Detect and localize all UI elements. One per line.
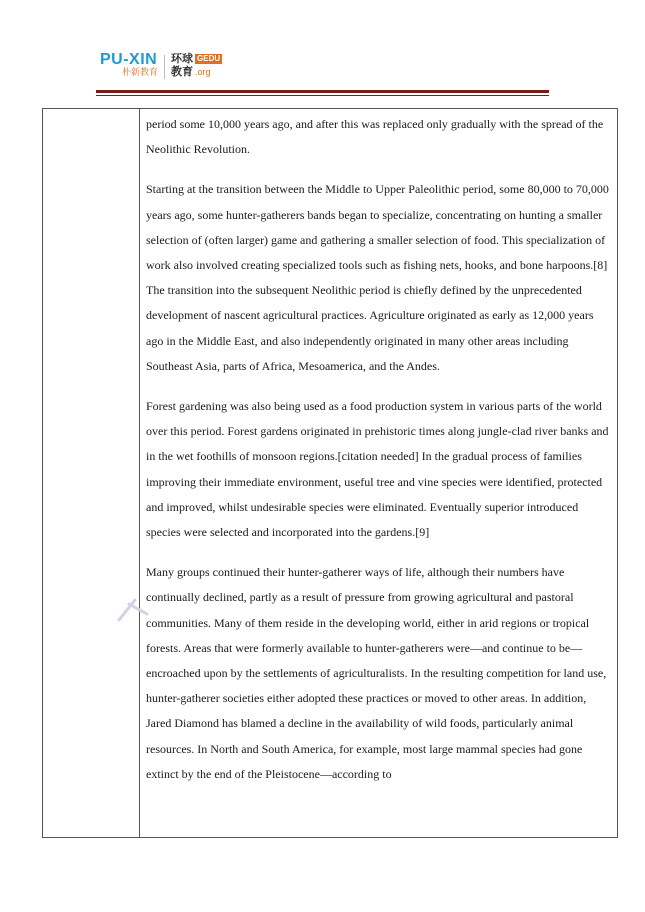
- table-left-column: [43, 109, 140, 837]
- logo-gedu-badge: GEDU: [197, 53, 221, 63]
- header-rule-thick: [96, 90, 549, 93]
- content-table: [42, 108, 618, 838]
- logo-brand-en: PU-XIN: [100, 51, 158, 68]
- gedu-logo: [171, 52, 222, 78]
- logo-org: .org: [195, 66, 211, 77]
- logo-cn-bottom: 教育: [171, 65, 194, 78]
- page-header: [100, 52, 222, 86]
- logo-brand-cn-small: 朴新教育: [122, 68, 159, 78]
- puxin-logo: [100, 52, 158, 78]
- table-right-column: [140, 109, 617, 837]
- paragraph-3: Forest gardening was also being used as a food production system in various parts of the world over this period. Forest gardens originated in prehistoric times along jungle-clad river banks and in the wet foothills of monsoon regions.[citation needed] In the gradual process of families improving their immediate environment, useful tree and vine species were identified, protected and improved, whilst undesirable species were eliminated. Eventually superior introduced species were selected and incorporated into the gardens.[9]: [146, 399, 609, 540]
- paragraph-1: period some 10,000 years ago, and after this was replaced only gradually with the spread of the Neolithic Revolution.: [146, 117, 604, 157]
- header-rule-thin: [96, 95, 549, 96]
- logo-divider: [164, 55, 165, 79]
- paragraph-4: Many groups continued their hunter-gatherer ways of life, although their numbers have continually declined, partly as a result of pressure from growing agricultural and pastoral communities. Many of them reside in the developing world, either in arid regions or tropical forests. Areas that were formerly available to hunter-gatherers were—and continue to be—encroached upon by the settlements of agriculturalists. In the resulting competition for land use, hunter-gatherer societies either adopted these practices or moved to other areas. In addition, Jared Diamond has blamed a decline in the availability of wild foods, particularly animal resources. In North and South America, for example, most large mammal species had gone extinct by the end of the Pleistocene—according to: [146, 565, 607, 781]
- puxin-gedu-logo: [100, 52, 222, 79]
- paragraph-2: Starting at the transition between the Middle to Upper Paleolithic period, some 80,000 to 70,000 years ago, some hunter-gatherers bands began to specialize, concentrating on hunting a smaller selection of (often larger) game and gathering a smaller selection of food. This specialization of work also involved creating specialized tools such as fishing nets, hooks, and bone harpoons.[8] The transition into the subsequent Neolithic period is chiefly defined by the unprecedented development of nascent agricultural practices. Agriculture originated as early as 12,000 years ago in the Middle East, and also independently originated in many other areas including Southeast Asia, parts of Africa, Mesoamerica, and the Andes.: [146, 182, 609, 373]
- logo-cn-top: 环球: [171, 52, 194, 65]
